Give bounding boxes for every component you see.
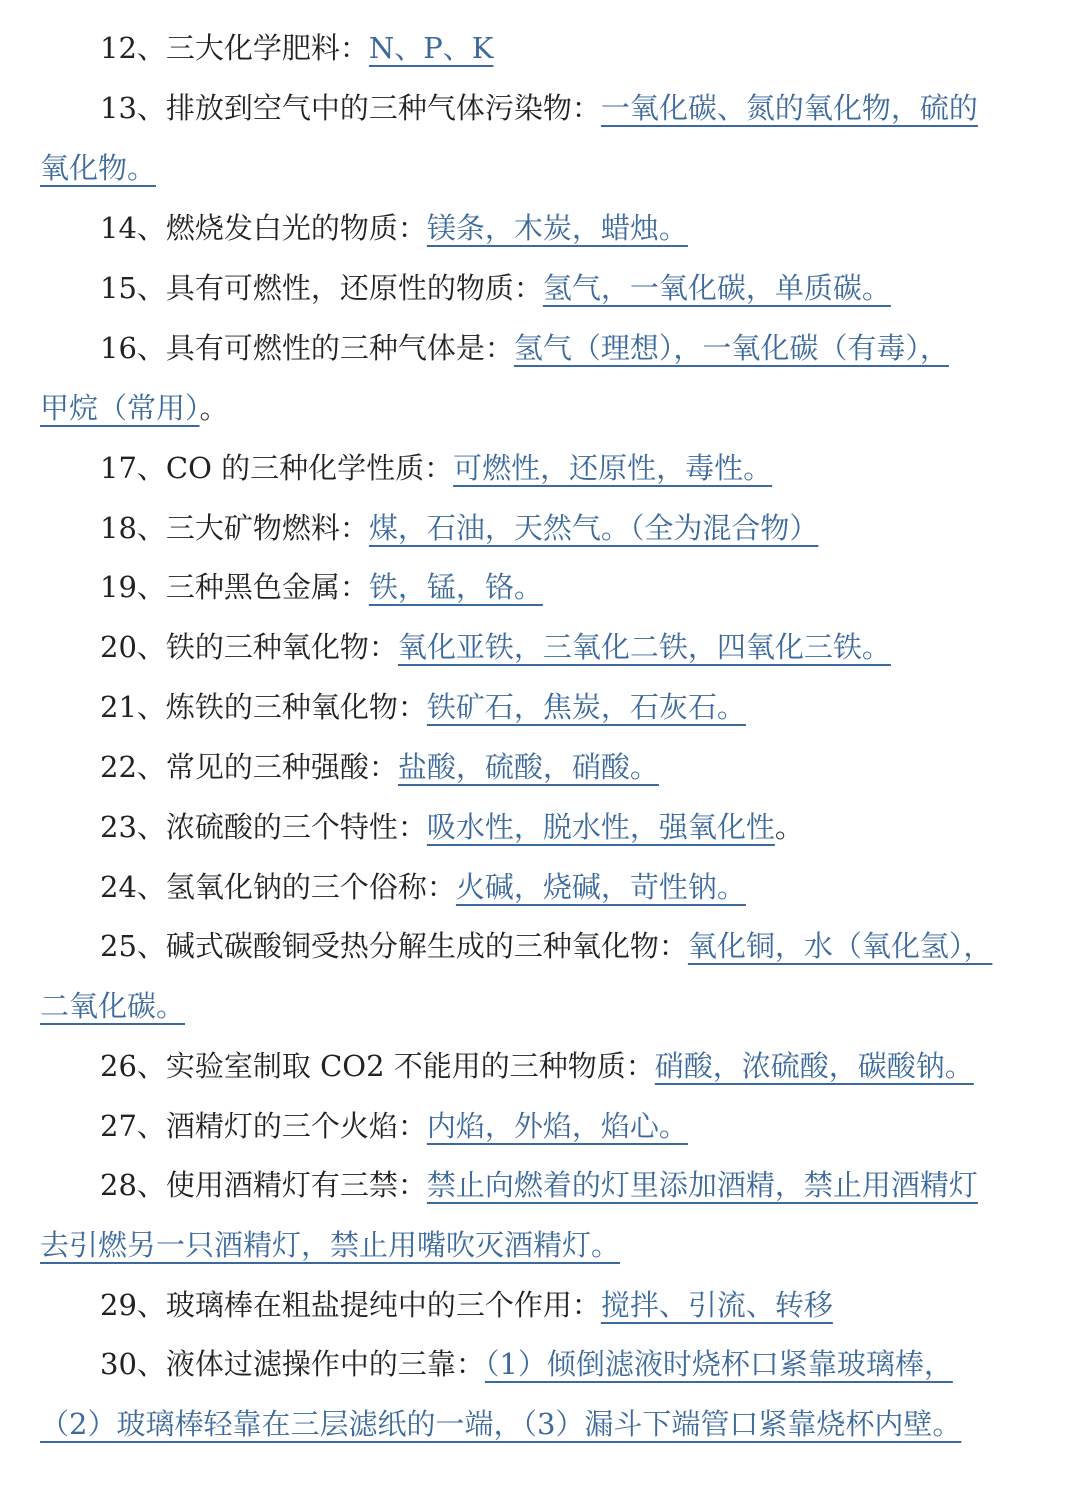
item-23-line bbox=[100, 801, 804, 853]
item-26-answer: 硝酸，浓硫酸，碳酸钠。 bbox=[654, 1049, 974, 1083]
item-19-question: 19、三种黑色金属： bbox=[100, 570, 369, 604]
item-23-tail: 。 bbox=[774, 810, 804, 844]
item-18-question: 18、三大矿物燃料： bbox=[100, 511, 369, 545]
item-15-question: 15、具有可燃性，还原性的物质： bbox=[100, 271, 543, 305]
item-17-answer: 可燃性，还原性，毒性。 bbox=[453, 451, 773, 485]
item-30-answer: （1）倾倒滤液时烧杯口紧靠玻璃棒， bbox=[484, 1347, 953, 1381]
item-24-line bbox=[100, 861, 746, 913]
item-13-question: 13、排放到空气中的三种气体污染物： bbox=[100, 91, 601, 125]
item-27-answer: 内焰，外焰，焰心。 bbox=[426, 1109, 688, 1143]
item-24-answer: 火碱，烧碱，苛性钠。 bbox=[455, 870, 746, 904]
item-16-tail: 。 bbox=[199, 391, 229, 425]
item-25-answer-cont: 二氧化碳。 bbox=[40, 989, 186, 1023]
item-29-answer: 搅拌、引流、转移 bbox=[600, 1288, 833, 1322]
item-19-answer: 铁，锰，铬。 bbox=[368, 570, 543, 604]
item-25-question: 25、碱式碳酸铜受热分解生成的三种氧化物： bbox=[100, 929, 688, 963]
item-14-answer: 镁条，木炭，蜡烛。 bbox=[426, 211, 688, 245]
item-12-question: 12、三大化学肥料： bbox=[100, 31, 369, 65]
item-17-question: 17、CO 的三种化学性质： bbox=[100, 451, 454, 485]
item-14-line bbox=[100, 202, 688, 254]
item-28-answer-cont: 去引燃另一只酒精灯，禁止用嘴吹灭酒精灯。 bbox=[40, 1228, 621, 1262]
item-28-question: 28、使用酒精灯有三禁： bbox=[100, 1168, 427, 1202]
item-16-continuation bbox=[40, 382, 229, 434]
item-29-line bbox=[100, 1279, 833, 1331]
item-18-answer: 煤，石油，天然气。（全为混合物） bbox=[368, 511, 819, 545]
item-16-answer-cont: 甲烷（常用） bbox=[40, 391, 200, 425]
item-15-answer: 氢气，一氧化碳，单质碳。 bbox=[542, 271, 891, 305]
item-30-answer-cont: （2）玻璃棒轻靠在三层滤纸的一端，（3）漏斗下端管口紧靠烧杯内壁。 bbox=[40, 1407, 962, 1441]
item-26-line bbox=[100, 1040, 974, 1092]
item-12-line bbox=[100, 22, 493, 74]
item-27-line bbox=[100, 1100, 688, 1152]
item-22-line bbox=[100, 741, 659, 793]
item-13-line bbox=[100, 82, 978, 134]
item-25-answer: 氧化铜，水（氧化氢）， bbox=[687, 929, 993, 963]
item-25-line bbox=[100, 920, 992, 972]
item-24-question: 24、氢氧化钠的三个俗称： bbox=[100, 870, 456, 904]
item-28-answer: 禁止向燃着的灯里添加酒精，禁止用酒精灯 bbox=[426, 1168, 978, 1202]
item-14-question: 14、燃烧发白光的物质： bbox=[100, 211, 427, 245]
item-23-answer: 吸水性，脱水性，强氧化性 bbox=[426, 810, 775, 844]
item-25-continuation bbox=[40, 980, 185, 1032]
item-19-line bbox=[100, 561, 543, 613]
item-13-answer-cont: 氧化物。 bbox=[40, 151, 157, 185]
item-30-line bbox=[100, 1338, 953, 1390]
item-21-question: 21、炼铁的三种氧化物： bbox=[100, 690, 427, 724]
item-18-line bbox=[100, 502, 818, 554]
item-16-line bbox=[100, 322, 949, 374]
item-17-line bbox=[100, 442, 772, 494]
item-28-line bbox=[100, 1159, 978, 1211]
item-20-answer: 氧化亚铁，三氧化二铁，四氧化三铁。 bbox=[397, 630, 891, 664]
item-13-continuation bbox=[40, 142, 156, 194]
item-22-question: 22、常见的三种强酸： bbox=[100, 750, 398, 784]
item-22-answer: 盐酸，硫酸，硝酸。 bbox=[397, 750, 659, 784]
item-15-line bbox=[100, 262, 891, 314]
item-16-question: 16、具有可燃性的三种气体是： bbox=[100, 331, 514, 365]
item-28-continuation bbox=[40, 1219, 620, 1271]
item-30-question: 30、液体过滤操作中的三靠： bbox=[100, 1347, 485, 1381]
item-21-line bbox=[100, 681, 746, 733]
item-29-question: 29、玻璃棒在粗盐提纯中的三个作用： bbox=[100, 1288, 601, 1322]
item-13-answer: 一氧化碳、氮的氧化物，硫的 bbox=[600, 91, 978, 125]
item-21-answer: 铁矿石，焦炭，石灰石。 bbox=[426, 690, 746, 724]
item-16-answer: 氢气（理想），一氧化碳（有毒）， bbox=[513, 331, 949, 365]
item-26-question: 26、实验室制取 CO2 不能用的三种物质： bbox=[100, 1049, 655, 1083]
item-20-line bbox=[100, 621, 891, 673]
item-12-answer: N、P、K bbox=[368, 31, 494, 65]
item-30-continuation bbox=[40, 1398, 961, 1450]
item-23-question: 23、浓硫酸的三个特性： bbox=[100, 810, 427, 844]
item-27-question: 27、酒精灯的三个火焰： bbox=[100, 1109, 427, 1143]
item-20-question: 20、铁的三种氧化物： bbox=[100, 630, 398, 664]
